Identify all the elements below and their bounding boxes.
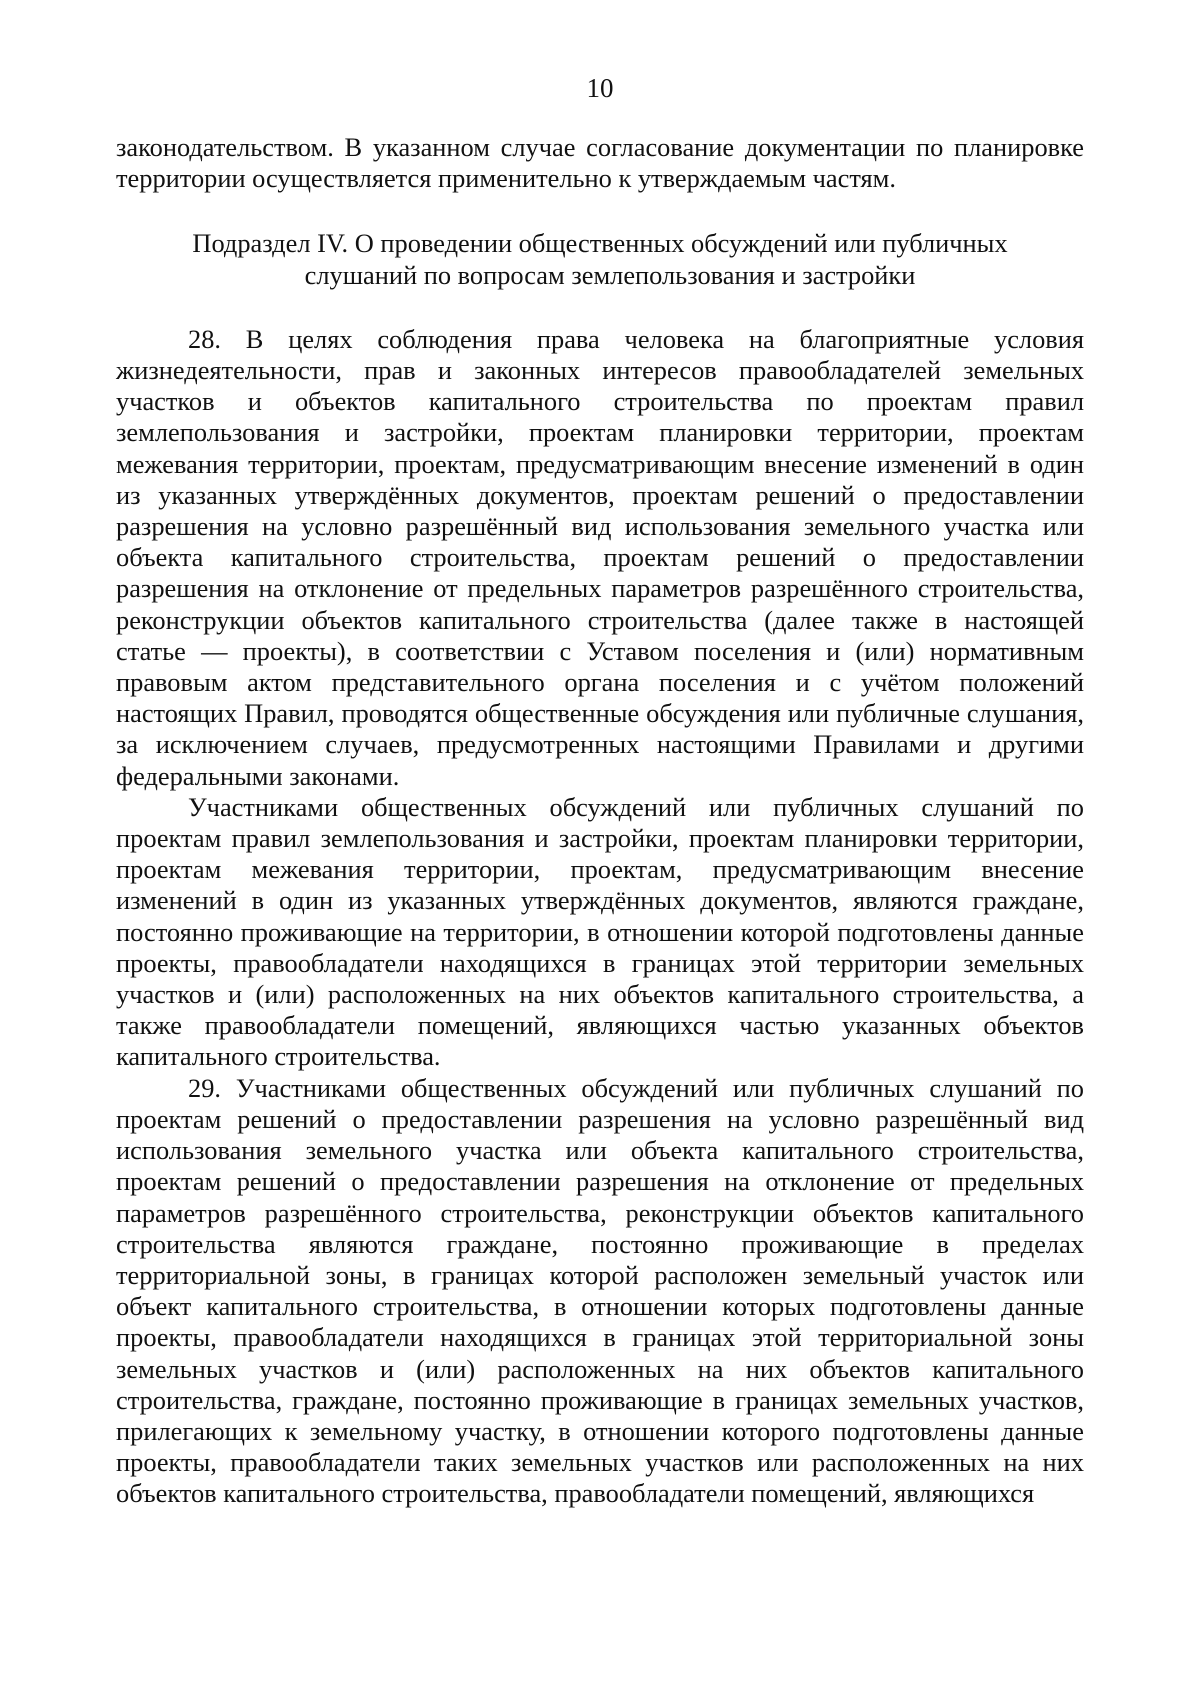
paragraph-participants: Участниками общественных обсуждений или публичных слушаний по проектам правил землепользования и застройки, проектам планировки территории, проектам межевания территории, проектам, предусматривающим внесение изменений в один из указанных утверждённых документов, являются граждане, постоянно проживающие на территории, в отношении которой подготовлены данные проекты, правообладатели находящихся в границах этой территории земельных участков и (или) расположенных на них объектов капитального строительства, а также правообладатели помещений, являющихся частью указанных объектов капитального строительства. <box>116 791 1084 1072</box>
document-body <box>116 132 1084 1510</box>
section-heading <box>116 228 1084 290</box>
section-heading-line-2: слушаний по вопросам землепользования и застройки <box>304 259 916 290</box>
paragraph-29: 29. Участниками общественных обсуждений или публичных слушаний по проектам решений о предоставлении разрешения на условно разрешённый вид использования земельного участка или объекта капитального строительства, проектам решений о предоставлении разрешения на отклонение от предельных параметров разрешённого строительства, реконструкции объектов капитального строительства являются граждане, постоянно проживающие в пределах территориальной зоны, в границах которой расположен земельный участок или объект капитального строительства, в отношении которых подготовлены данные проекты, правообладатели находящихся в границах этой территориальной зоны земельных участков и (или) расположенных на них объектов капитального строительства, граждане, постоянно проживающие в границах земельных участков, прилегающих к земельному участку, в отношении которого подготовлены данные проекты, правообладатели таких земельных участков или расположенных на них объектов капитального строительства, правообладатели помещений, являющихся <box>116 1072 1084 1509</box>
section-heading-line-1: Подраздел IV. О проведении общественных обсуждений или публичных <box>192 228 1008 259</box>
paragraph-28: 28. В целях соблюдения права человека на благоприятные условия жизнедеятельности, прав и законных интересов правообладателей земельных участков и объектов капитального строительства по проектам правил землепользования и застройки, проектам планировки территории, проектам межевания территории, проектам, предусматривающим внесение изменений в один из указанных утверждённых документов, проектам решений о предоставлении разрешения на условно разрешённый вид использования земельного участка или объекта капитального строительства, проектам решений о предоставлении разрешения на отклонение от предельных параметров разрешённого строительства, реконструкции объектов капитального строительства (далее также в настоящей статье — проекты), в соответствии с Уставом поселения и (или) нормативным правовым актом представительного органа поселения и с учётом положений настоящих Правил, проводятся общественные обсуждения или публичные слушания, за исключением случаев, предусмотренных настоящими Правилами и другими федеральными законами. <box>116 323 1084 791</box>
page-number: 10 <box>586 73 614 103</box>
intro-paragraph: законодательством. В указанном случае согласование документации по планировке территории осуществляется применительно к утверждаемым частям. <box>116 132 1084 194</box>
